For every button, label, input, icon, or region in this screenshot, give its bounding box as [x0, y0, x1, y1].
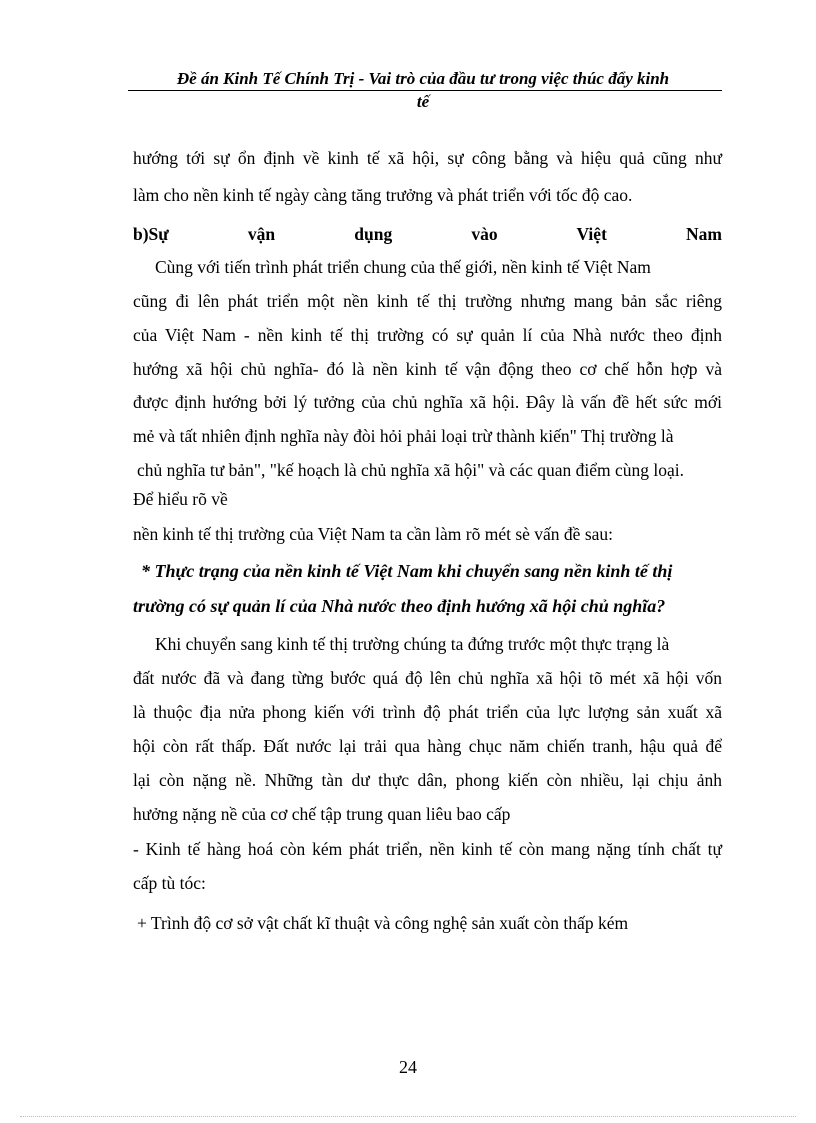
bullet-line: - Kinh tế hàng hoá còn kém phát triển, nền kinh tế còn mang nặng tính chất tự	[133, 839, 722, 859]
paragraph-line: được định hướng bởi lý tưởng của chủ nghĩa xã hội. Đây là vấn đề hết sức mới	[133, 392, 722, 412]
running-header	[118, 68, 728, 90]
paragraph-line: hướng xã hội chủ nghĩa- đó là nền kinh tế vận động theo cơ chế hỗn hợp và	[133, 359, 722, 379]
paragraph-line: nền kinh tế thị trường của Việt Nam ta cần làm rõ mét sè vấn đề sau:	[133, 524, 614, 544]
page-number: 24	[399, 1057, 417, 1077]
paragraph-line: của Việt Nam - nền kinh tế thị trường có sự quản lí của Nhà nước theo định	[133, 325, 722, 345]
paragraph-line: mẻ và tất nhiên định nghĩa này đòi hỏi phải loại trừ thành kiến" Thị trường là	[133, 426, 674, 446]
paragraph-line: làm cho nền kinh tế ngày càng tăng trưởng và phát triển với tốc độ cao.	[133, 185, 633, 205]
paragraph-line: là thuộc địa nửa phong kiến với trình độ phát triển của lực lượng sản xuất xã	[133, 702, 722, 722]
paragraph-line: chủ nghĩa tư bản", "kế hoạch là chủ nghĩa xã hội" và các quan điểm cùng loại.	[137, 460, 684, 480]
paragraph-line: Để hiểu rõ về	[133, 489, 228, 509]
header-title-line2: tế	[416, 92, 430, 111]
paragraph-line: lại còn nặng nề. Những tàn dư thực dân, phong kiến còn nhiều, lại chịu ảnh	[133, 770, 722, 790]
paragraph-line: hưởng nặng nề của cơ chế tập trung quan liêu bao cấp	[133, 804, 511, 824]
bullet-line: + Trình độ cơ sở vật chất kĩ thuật và công nghệ sản xuất còn thấp kém	[137, 913, 629, 933]
header-underline	[128, 90, 722, 91]
subheading-line: * Thực trạng của nền kinh tế Việt Nam khi chuyển sang nền kinh tế thị	[141, 561, 673, 581]
paragraph-line: đất nước đã và đang từng bước quá độ lên chủ nghĩa xã hội tõ mét xã hội vốn	[133, 668, 722, 688]
paragraph-line: Khi chuyển sang kinh tế thị trường chúng ta đứng trước một thực trạng là	[155, 634, 670, 654]
paragraph-line: Cùng với tiến trình phát triển chung của thế giới, nền kinh tế Việt Nam	[155, 257, 651, 277]
header-title-line1: Đề án Kinh Tế Chính Trị - Vai trò của đầu tư trong việc thúc đẩy kinh	[176, 69, 670, 88]
paragraph-line: hướng tới sự ổn định về kinh tế xã hội, sự công bằng và hiệu quả cũng như	[133, 148, 722, 168]
section-heading-b: b)Sự vận dụng vào Việt Nam	[133, 224, 722, 244]
bullet-line: cấp tù tóc:	[133, 873, 206, 893]
page-bottom-border	[20, 1116, 796, 1117]
paragraph-line: hội còn rất thấp. Đất nước lại trải qua hàng chục năm chiến tranh, hậu quả để	[133, 736, 722, 756]
subheading-line: trường có sự quản lí của Nhà nước theo định hướng xã hội chủ nghĩa?	[133, 596, 666, 616]
paragraph-line: cũng đi lên phát triển một nền kinh tế thị trường nhưng mang bản sắc riêng	[133, 291, 722, 311]
